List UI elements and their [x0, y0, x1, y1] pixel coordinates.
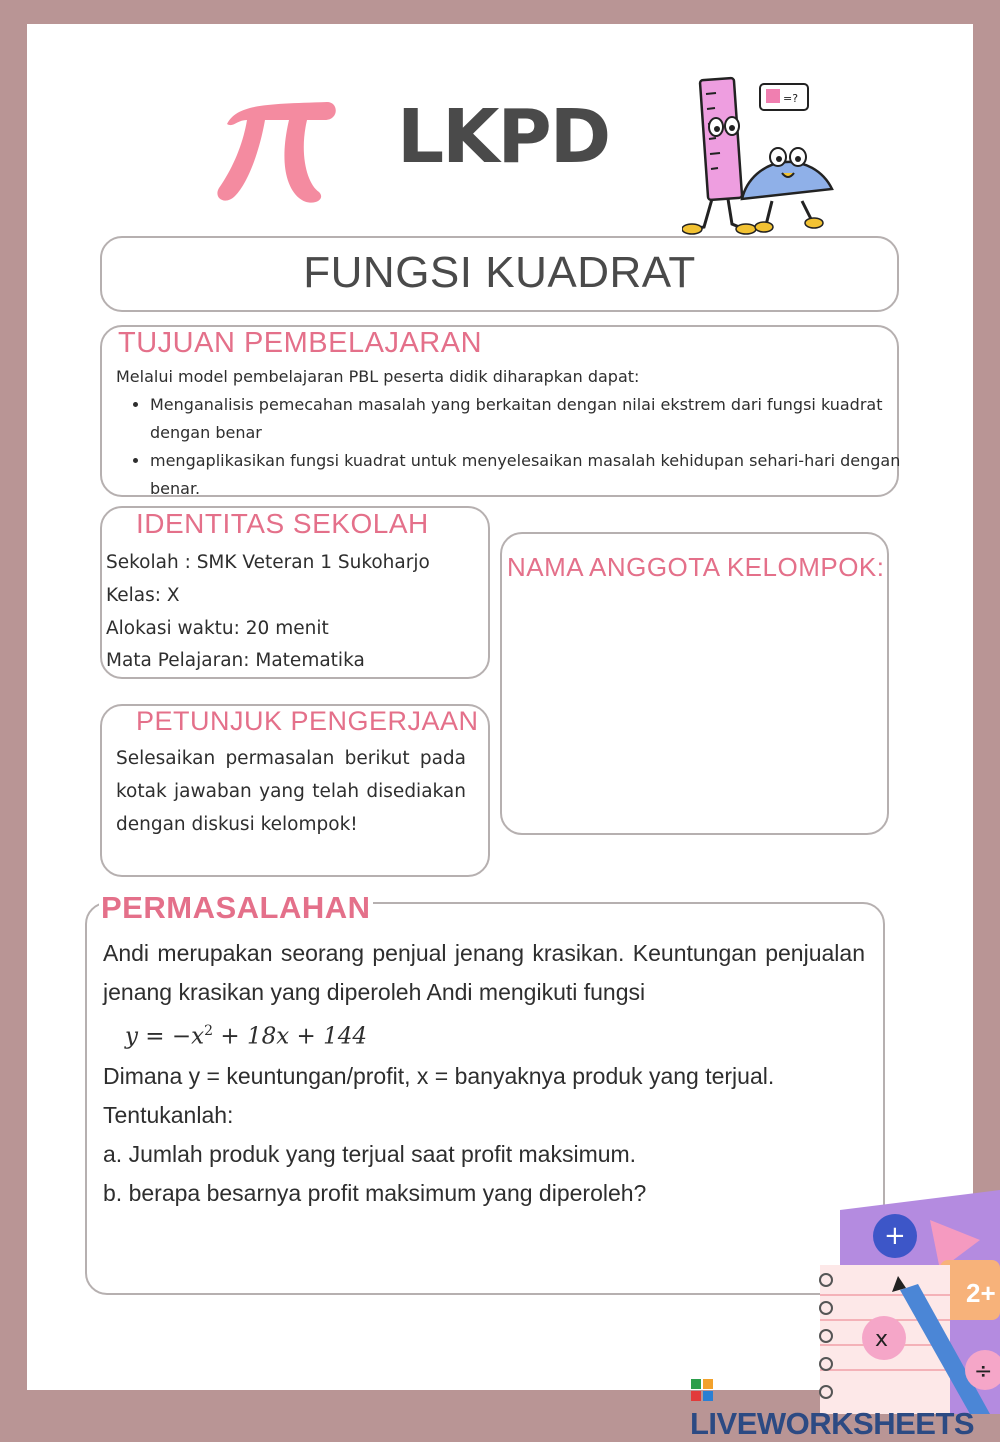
nama-anggota-heading: NAMA ANGGOTA KELOMPOK: [507, 552, 885, 582]
page-title: FUNGSI KUADRAT [303, 248, 696, 297]
nama-anggota-box[interactable] [500, 532, 889, 835]
plus-text: + [884, 1221, 906, 1251]
list-item: • Menganalisis pemecahan masalah yang berkaitan dengan nilai ekstrem dari fungsi kuadrat dengan benar [150, 391, 918, 447]
mapel-line: Mata Pelajaran: Matematika [106, 650, 365, 671]
tujuan-intro: Melalui model pembelajaran PBL peserta didik diharapkan dapat: [116, 367, 640, 386]
sekolah-line: Sekolah : SMK Veteran 1 Sukoharjo [106, 552, 430, 573]
tujuan-list [116, 391, 918, 503]
permasalahan-text [103, 934, 865, 1213]
alokasi-line: Alokasi waktu: 20 menit [106, 618, 329, 639]
quadratic-formula [103, 1012, 865, 1057]
formula-right: + 18x + 144 [213, 1023, 367, 1050]
problem-definition: Dimana y = keuntungan/profit, x = banyaknya produk yang terjual. [103, 1062, 775, 1089]
petunjuk-text: Selesaikan permasalan berikut pada kotak jawaban yang telah disediakan dengan diskusi kelompok! [116, 748, 466, 835]
formula-left: y = −x [125, 1023, 205, 1050]
tujuan-heading: TUJUAN PEMBELAJARAN [118, 327, 483, 359]
ruler-protractor-mascot-icon [682, 69, 842, 239]
kelas-line: Kelas: X [106, 585, 180, 606]
logo-title: LKPD [397, 94, 610, 180]
sticky-text: 2+ [966, 1278, 996, 1308]
liveworksheets-logo-icon [690, 1378, 714, 1402]
list-item: • mengaplikasikan fungsi kuadrat untuk menyelesaikan masalah kehidupan sehari-hari dengan benar. [150, 447, 918, 503]
pi-symbol-icon [207, 84, 347, 214]
times-text: x [875, 1327, 889, 1352]
petunjuk-heading: PETUNJUK PENGERJAAN [136, 706, 479, 736]
question-b: b. berapa besarnya profit maksimum yang diperoleh? [103, 1179, 647, 1206]
liveworksheets-brand[interactable] [690, 1370, 1000, 1442]
formula-exponent: 2 [204, 1023, 214, 1039]
mascot-sign-text: =? [783, 92, 799, 105]
petunjuk-pengerjaan-box [100, 704, 490, 877]
problem-intro: Andi merupakan seorang penjual jenang krasikan. Keuntungan penjualan jenang krasikan yang diperoleh Andi mengikuti fungsi [103, 940, 865, 1005]
tujuan-pembelajaran-box [100, 325, 899, 497]
divide-text: ÷ [974, 1359, 993, 1384]
brand-text: LIVEWORKSHEETS [690, 1406, 975, 1441]
question-a: a. Jumlah produk yang terjual saat profit maksimum. [103, 1140, 637, 1167]
title-box [100, 236, 899, 312]
permasalahan-heading: PERMASALAHAN [101, 890, 371, 925]
identitas-heading: IDENTITAS SEKOLAH [136, 508, 429, 539]
problem-prompt: Tentukanlah: [103, 1101, 234, 1128]
identitas-sekolah-box [100, 506, 490, 679]
